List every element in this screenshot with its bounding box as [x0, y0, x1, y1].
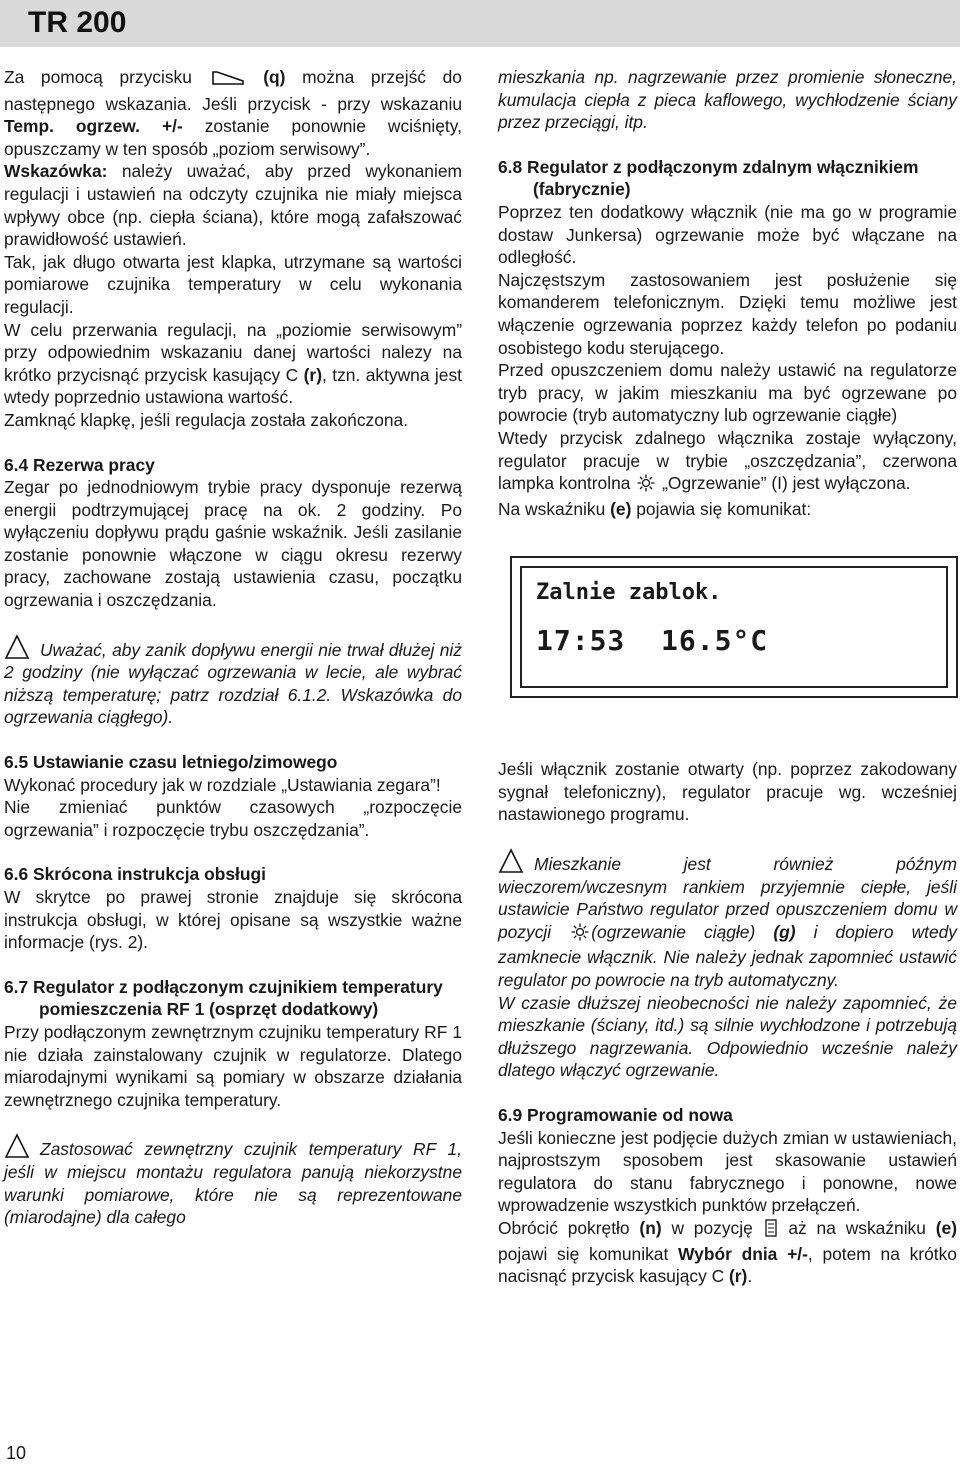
note-text: Zastosować zewnętrzny czujnik temperatury RF 1, jeśli w miejscu montażu regulatora panują niekorzystne warunki pomiarowe, które nie są reprezentowane (miarodajne) dla całego [4, 1139, 462, 1228]
paragraph [4, 160, 462, 250]
right-column [498, 66, 957, 1288]
text: W celu przerwania regulacji, na „poziomie serwisowym” przy odpowiednim wskazaniu danej wartości nalezy na krótko przycisnąć przycisk kasujący C [4, 319, 462, 385]
heading-text: Regulator z podłączonym czujnikiem [33, 976, 338, 997]
section-heading: 6.9 Programowanie od nowa [498, 1105, 733, 1125]
lcd-temperature: 16.5°C [661, 624, 769, 658]
lcd-time: 17:53 [536, 624, 626, 658]
note-text: Uważać, aby zanik dopływu energii nie trwał dłużej niż 2 godziny (nie wyłączać ogrzewania w lecie, ale wybrać niższą temperaturę; patrz rozdział 6.1.2. Wskazówka do ogrzewania ciągłego). [4, 639, 462, 728]
page-number: 10 [6, 1443, 27, 1463]
section-heading: 6.4 Rezerwa pracy [4, 454, 155, 475]
warning-note: W czasie dłuższej nieobecności nie należy zapomnieć, że mieszkanie (ściany, itd.) są silnie wychłodzone i potrzebują dłuższego nagrzewania. Odpowiednio wcześnie należy dlatego włączyć ogrzewanie. [498, 992, 957, 1081]
lcd-status-line [536, 624, 769, 658]
paragraph: Zegar po jednodniowym trybie pracy dysponuje rezerwą energii podtrzymującej pracę na ok. 2 godziny. Po wyłączeniu dopływu prądu gaśnie wskaźnik. Jeśli zasilanie zostanie ponownie włączone w ciągu okresu rezerwy pracy, zachowane zostają ustawienia czasu, początku ogrzewania i oszczędzania. [4, 477, 462, 611]
warning-note [4, 1133, 462, 1228]
text: można przejść do następnego wskazania. Jeśli przycisk - przy wskazaniu [4, 67, 462, 114]
text: , tzn. aktywna jest wtedy poprzednio ustawiona wartość. [4, 364, 462, 408]
text: pojawia się komunikat: [636, 498, 812, 519]
key-ref: (r) [729, 1266, 748, 1287]
text: w pozycję [671, 1217, 753, 1238]
text: Na wskaźniku [498, 498, 606, 519]
text: należy uważać, aby przed wykonaniem regulacji i ustawień na odczyty czujnika nie miały miejsca wpływy obce (np. ciepła ściana), które mogą zafałszować prawidłowość ustawień. [4, 161, 462, 250]
lcd-screen [520, 566, 948, 688]
heading-text: włącznikiem (fabrycznie) [533, 156, 919, 200]
paragraph: Wykonać procedury jak w rozdziale „Ustawiania zegara”! [4, 774, 441, 795]
knob-position-icon [765, 1219, 777, 1243]
warning-note [4, 634, 462, 729]
key-ref: (e) [935, 1217, 957, 1238]
note-text: Mieszkanie jest również późnym wieczorem/wczesnym rankiem przyjemnie ciepłe, jeśli ustawicie Państwo regulator przed opuszczeniem domu w pozycji [498, 854, 957, 942]
key-ref: (n) [639, 1217, 662, 1238]
note-text: (ogrzewanie ciągłe) [591, 921, 756, 942]
text: pojawi się komunikat [498, 1243, 669, 1264]
paragraph [498, 498, 957, 521]
display-label: Temp. ogrzew. [4, 116, 140, 137]
paragraph: Przy podłączonym zewnętrznym czujniku temperatury RF 1 nie działa zainstalowany czujnik w regulatorze. Dlatego miarodajnymi wynikami są pomiary w obszarze działania zewnętrznego czujnika temperatury. [4, 1021, 462, 1110]
key-ref: +/- [161, 116, 183, 137]
section-heading: 6.5 Ustawianie czasu letniego/zimowego [4, 752, 338, 773]
paragraph: Przed opuszczeniem domu należy ustawić na regulatorze tryb pracy, w jakim mieszkaniu ma być ogrzewane po powrocie (tryb automatyczny lub ogrzewanie ciągłe) [498, 360, 957, 426]
paragraph: Jeśli konieczne jest podjęcie dużych zmian w ustawieniach, najprostszym sposobem jest skasowanie ustawień regulatora do stanu fabrycznego i ponowne, nowe wprowadzenie wszystkich punktów przełączeń. [498, 1127, 957, 1216]
warning-note [498, 848, 957, 992]
key-ref: (q) [263, 67, 286, 87]
key-ref: (g) [773, 921, 796, 942]
text: „Ogrzewanie” (I) jest wyłączona. [662, 473, 911, 494]
paragraph: Najczęstszym zastosowaniem jest posłużenie się komanderem telefonicznym. Dzięki temu możliwe jest włączenie ogrzewania poprzez każdy telefon po podaniu osobistego kodu sterującego. [498, 269, 957, 358]
next-button-icon [211, 69, 245, 93]
hint-label: Wskazówka: [4, 161, 108, 182]
header-bar [0, 0, 960, 47]
sun-icon [637, 474, 655, 498]
heading-text: temperatury pomieszczenia RF 1 (osprzęt dodatkowy) [39, 976, 443, 1020]
sun-icon [571, 923, 589, 947]
document-title: TR 200 [28, 6, 127, 39]
paragraph: Zamknąć klapkę, jeśli regulacja została zakończona. [4, 409, 409, 430]
paragraph: Poprzez ten dodatkowy włącznik (nie ma go w programie dostaw Junkersa) ogrzewanie może być włączane na odległość. [498, 201, 957, 268]
key-ref: (r) [303, 364, 322, 385]
paragraph: Jeśli włącznik zostanie otwarty (np. poprzez zakodowany sygnał telefoniczny), regulator pracuje wg. wcześniej nastawionego programu. [498, 759, 957, 825]
warning-triangle-icon [4, 1133, 30, 1159]
paragraph [498, 427, 957, 498]
paragraph: W skrytce po prawej stronie znajduje się skrócona instrukcja obsługi, w której opisane są wszystkie ważne informacje (rys. 2). [4, 887, 462, 953]
text: zostanie ponownie wciśnięty, opuszczamy w ten sposób „poziom serwisowy”. [4, 116, 462, 159]
text: Obrócić pokrętło [498, 1217, 630, 1238]
warning-note-continuation: mieszkania np. nagrzewanie przez promienie słoneczne, kumulacja ciepła z pieca kaflowego, wychłodzenie ściany przez przeciągi, itp. [498, 67, 957, 133]
paragraph [4, 66, 462, 160]
text: Wtedy przycisk zdalnego włącznika zostaje wyłączony, regulator pracuje w trybie „oszczędzania”, czerwona lampka kontrolna [498, 427, 957, 494]
heading-text: Regulator z podłączonym zdalnym [527, 156, 813, 177]
section-number: 6.8 [498, 156, 523, 177]
section-number: 6.7 [4, 976, 29, 997]
text: Za pomocą przycisku [4, 67, 192, 87]
text: , potem na krótko nacisnąć przycisk kasujący C [498, 1243, 957, 1287]
section-heading [4, 976, 462, 1021]
text: . [747, 1266, 753, 1287]
lcd-display [510, 556, 958, 698]
section-heading: 6.6 Skrócona instrukcja obsługi [4, 864, 266, 885]
warning-triangle-icon [4, 634, 30, 660]
paragraph [4, 319, 462, 409]
note-text: i dopiero wtedy zamknecie włącznik. Nie należy jednak zapomnieć ustawić regulator po powrocie na tryb automatyczny. [498, 921, 957, 991]
display-message: Wybór dnia +/- [678, 1243, 808, 1264]
left-column [4, 66, 462, 1229]
text: aż na wskaźniku [788, 1217, 926, 1238]
paragraph: Tak, jak długo otwarta jest klapka, utrzymane są wartości pomiarowe czujnika temperatury w celu wykonania regulacji. [4, 251, 462, 317]
section-heading [498, 156, 957, 201]
warning-triangle-icon [498, 848, 524, 874]
key-ref: (e) [610, 498, 632, 519]
paragraph: Nie zmieniać punktów czasowych „rozpoczęcie ogrzewania” i rozpoczęcie trybu oszczędzania”. [4, 797, 462, 840]
lcd-message: Zalnie zablok. [536, 580, 722, 606]
paragraph [498, 1217, 957, 1288]
